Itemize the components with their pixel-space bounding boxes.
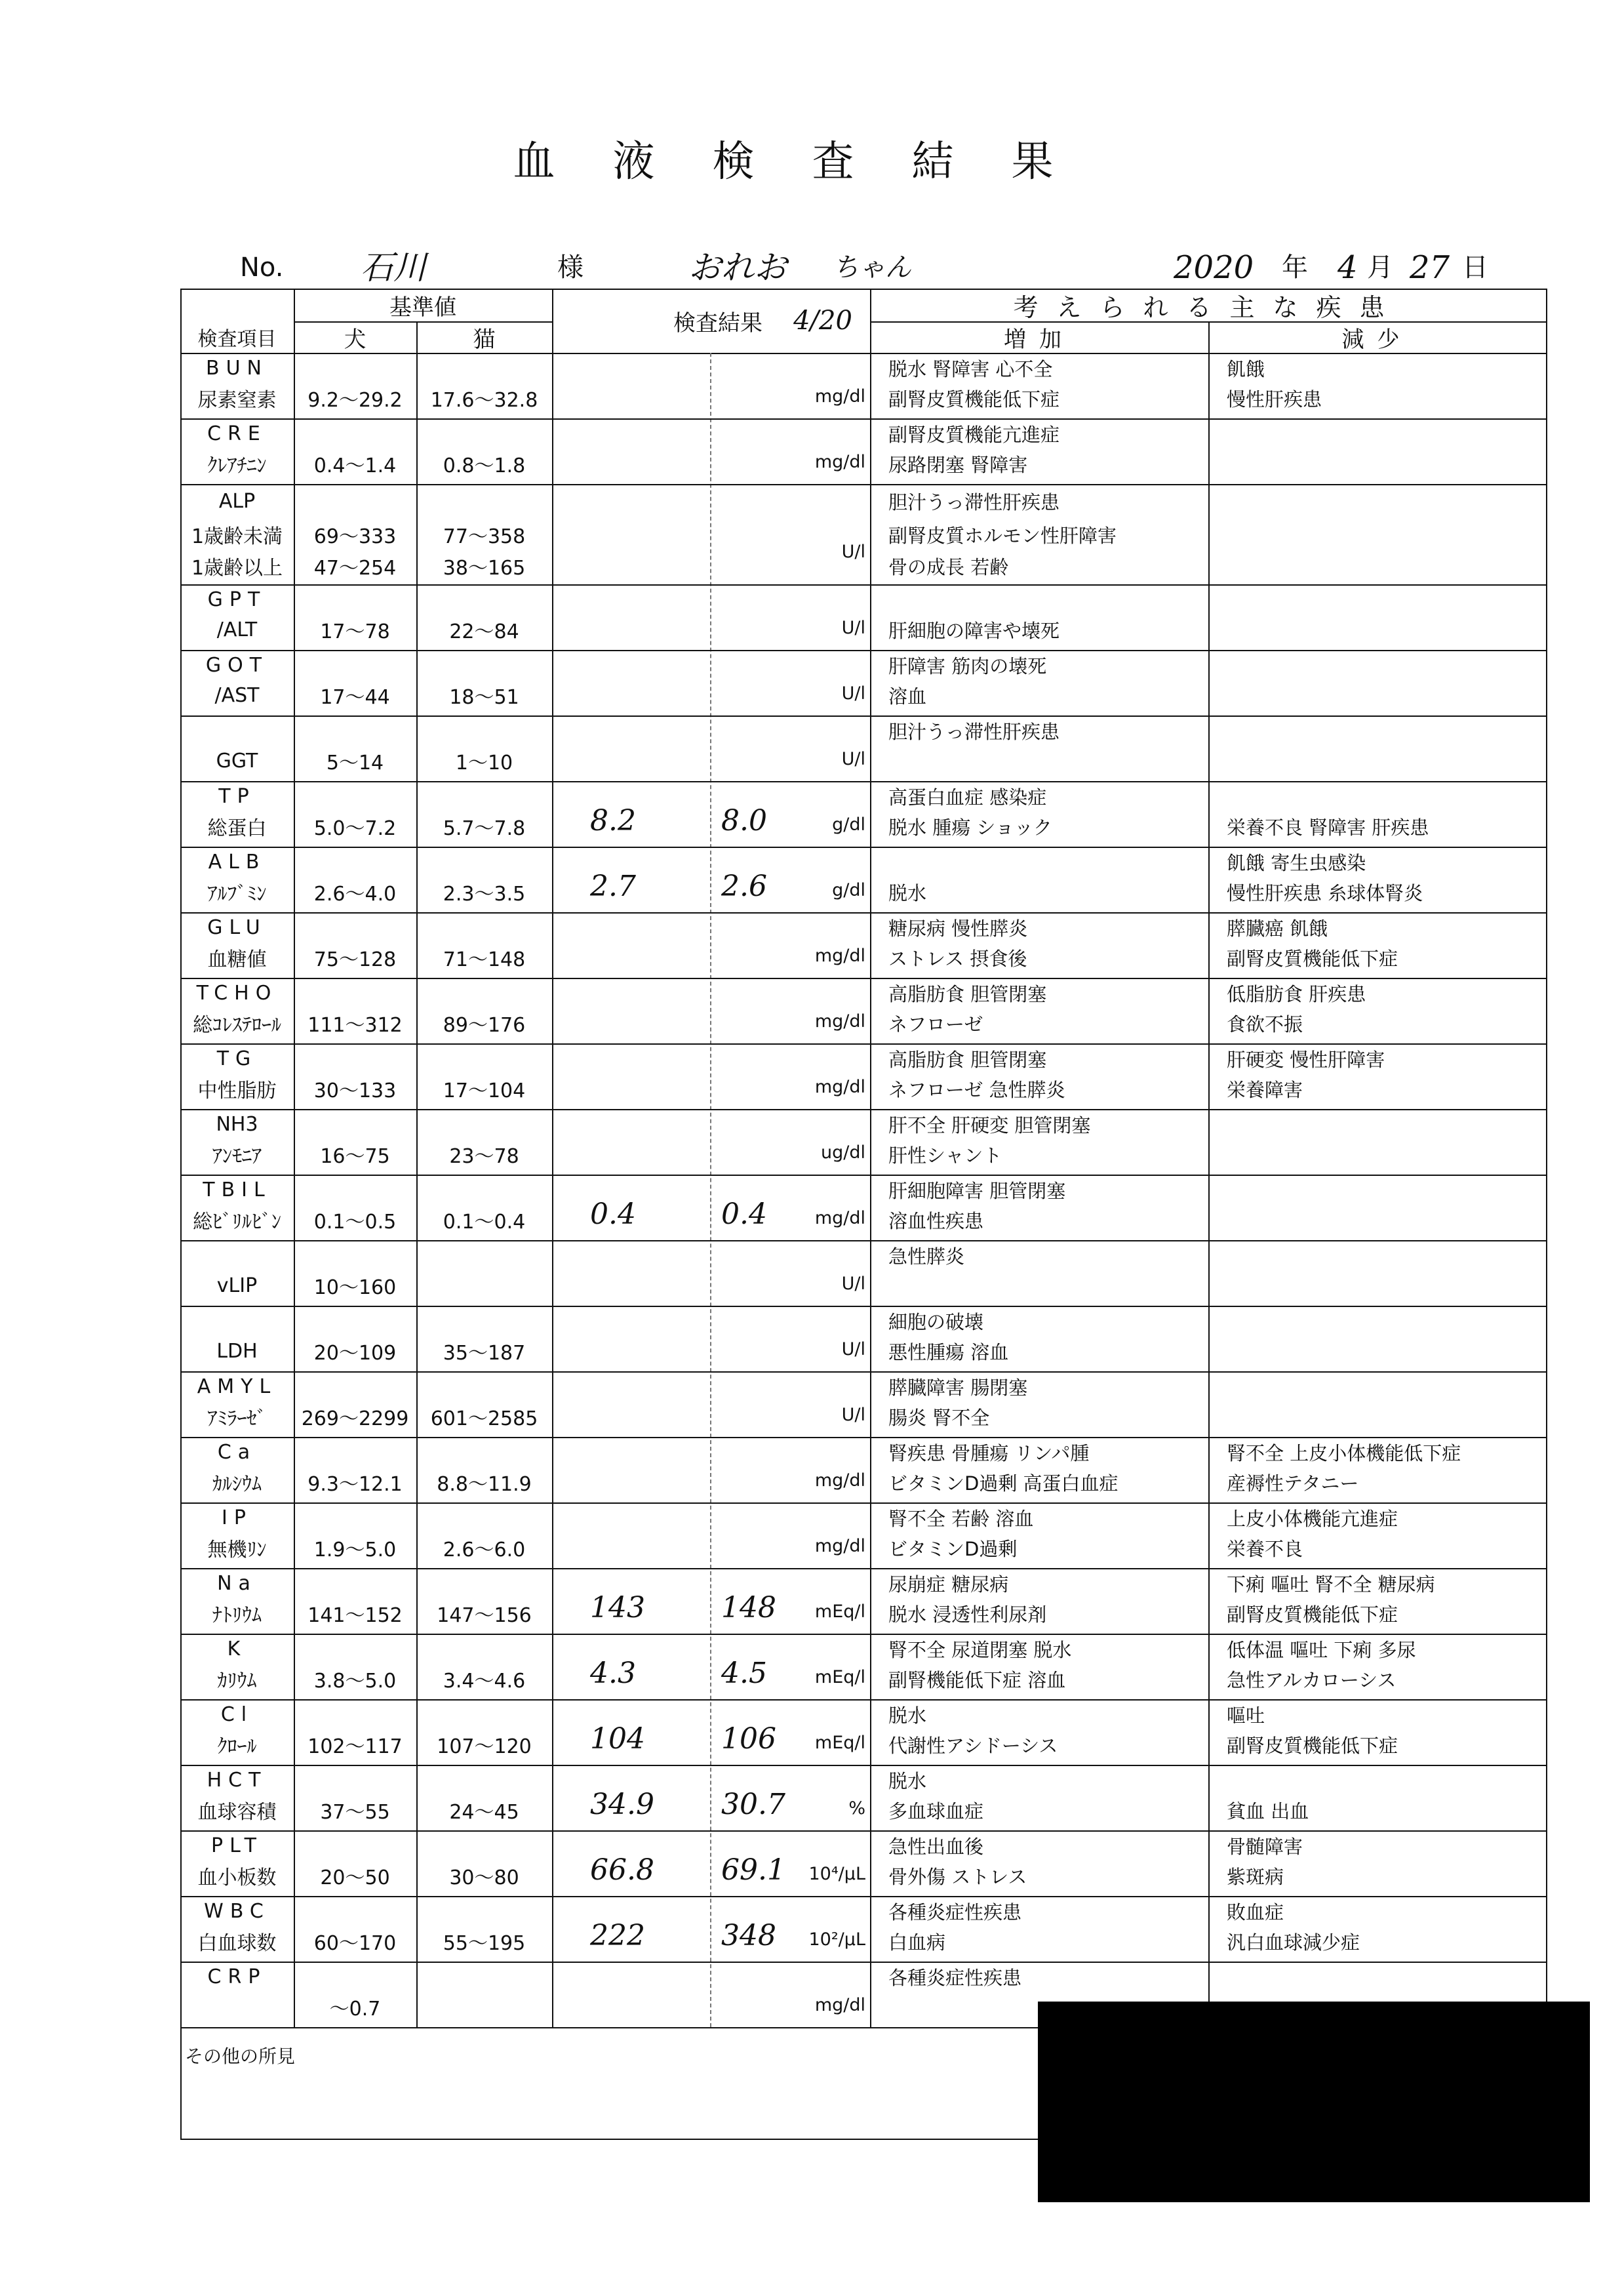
increase-causes: 急性出血後 <box>888 1836 984 1858</box>
decrease-causes: 栄養不良 <box>1227 1538 1303 1560</box>
ref-range-dog: 60～170 <box>313 1932 397 1954</box>
test-item-name: ｶﾘｳﾑ <box>217 1670 257 1692</box>
row-line <box>180 1437 1547 1438</box>
ref-range-cat: 0.1～0.4 <box>443 1211 526 1233</box>
ref-range-dog: 37～55 <box>320 1801 390 1823</box>
ref-range-dog: 141～152 <box>307 1604 403 1626</box>
increase-causes: 副腎皮質ホルモン性肝障害 <box>888 524 1117 547</box>
test-item-name: 総ﾋﾞﾘﾙﾋﾞﾝ <box>193 1211 281 1233</box>
result-date: 4/20 <box>793 306 852 336</box>
ref-range-dog: 5.0～7.2 <box>313 817 397 839</box>
ref-range-cat: 3.4～4.6 <box>443 1670 526 1692</box>
result-value-1: 104 <box>590 1722 645 1756</box>
test-item-name: /AST <box>214 683 260 707</box>
ref-range-dog: 5～14 <box>326 752 384 774</box>
row-line <box>180 1699 1547 1701</box>
test-item-name: ｸﾚｱﾁﾆﾝ <box>207 454 267 477</box>
increase-causes <box>888 586 1207 613</box>
increase-causes <box>888 849 1207 875</box>
col-header-decrease: 減少 <box>1341 326 1413 353</box>
result-unit: mg/dl <box>814 946 865 966</box>
col-header-diseases: 考えられる主な疾患 <box>1013 292 1403 321</box>
increase-causes: 膵臓障害 腸閉塞 <box>888 1377 1028 1399</box>
row-line <box>180 1043 1547 1045</box>
increase-causes: ストレス 摂食後 <box>888 948 1027 970</box>
ref-range-cat: 77～358 <box>443 525 526 548</box>
date-year: 2020 <box>1174 249 1254 286</box>
col-header-cat: 猫 <box>473 326 496 353</box>
col-line-result-divider <box>710 353 711 2027</box>
test-item-name: ｱﾐﾗｰｾﾞ <box>207 1407 267 1430</box>
col-line-result <box>552 289 553 2027</box>
ref-range-cat: 5.7～7.8 <box>443 817 526 839</box>
ref-range-dog: 16～75 <box>320 1145 390 1167</box>
decrease-causes: 飢餓 <box>1227 358 1265 380</box>
ref-range-dog: 0.4～1.4 <box>313 454 397 477</box>
test-item-name: ｶﾙｼｳﾑ <box>212 1473 262 1495</box>
honorific: 様 <box>557 252 584 283</box>
test-item-name: /ALT <box>216 618 258 641</box>
test-item-name: CRP <box>207 1965 267 1988</box>
ref-range-dog: 30～133 <box>313 1079 397 1102</box>
ref-range-dog: 111～312 <box>307 1014 403 1036</box>
pet-suffix: ちゃん <box>833 252 911 283</box>
col-header-reference: 基準値 <box>389 294 456 321</box>
ref-range-cat: 2.3～3.5 <box>443 883 526 905</box>
test-item-name: 総ｺﾚｽﾃﾛｰﾙ <box>193 1014 281 1036</box>
increase-causes: 脱水 浸透性利尿剤 <box>888 1603 1047 1626</box>
ref-range-cat: 35～187 <box>443 1342 526 1364</box>
decrease-causes <box>1227 783 1545 809</box>
test-item-name: TP <box>218 784 256 808</box>
increase-causes: 脱水 <box>888 882 927 904</box>
ref-range-dog: 9.2～29.2 <box>307 389 403 411</box>
test-item-name: TG <box>216 1047 258 1070</box>
test-item-name: GGT <box>216 749 258 773</box>
increase-causes: 各種炎症性疾患 <box>888 1967 1022 1989</box>
increase-causes: 骨の成長 若齢 <box>888 556 1009 579</box>
decrease-causes: 低脂肪食 肝疾患 <box>1227 983 1366 1005</box>
increase-causes: 溶血 <box>888 685 927 708</box>
row-line <box>180 1568 1547 1569</box>
increase-causes: 腎不全 若齢 溶血 <box>888 1508 1034 1530</box>
test-item-name: TBIL <box>203 1178 271 1201</box>
no-label: No. <box>240 252 284 283</box>
ref-range-cat: 22～84 <box>449 620 519 643</box>
decrease-causes: 飢餓 寄生虫感染 <box>1227 852 1366 874</box>
decrease-causes: 上皮小体機能亢進症 <box>1227 1508 1398 1530</box>
test-item-name: ALP <box>218 489 256 513</box>
ref-range-dog: 102～117 <box>307 1735 403 1758</box>
decrease-causes: 副腎皮質機能低下症 <box>1227 948 1398 970</box>
test-item-name: ｸﾛｰﾙ <box>217 1735 257 1758</box>
result-unit: mg/dl <box>814 452 865 472</box>
ref-range-cat: 1～10 <box>455 752 513 774</box>
decrease-causes: 栄養不良 腎障害 肝疾患 <box>1227 816 1429 839</box>
increase-causes: ビタミンD過剰 高蛋白血症 <box>888 1472 1119 1495</box>
increase-causes: 肝細胞の障害や壊死 <box>888 620 1060 642</box>
ref-range-cat: 601～2585 <box>430 1407 538 1430</box>
increase-causes: 細胞の破壊 <box>888 1311 984 1333</box>
result-unit: mg/dl <box>814 1011 865 1032</box>
ref-range-dog: 2.6～4.0 <box>313 883 397 905</box>
increase-causes: 各種炎症性疾患 <box>888 1901 1022 1923</box>
ref-range-dog: 69～333 <box>313 525 397 548</box>
test-item-name: TCHO <box>196 981 278 1005</box>
result-value-2: 348 <box>721 1919 776 1952</box>
test-item-name: 血糖値 <box>207 948 267 971</box>
increase-causes: 脱水 腫瘍 ショック <box>888 816 1052 839</box>
ref-range-cat: 17.6～32.8 <box>430 389 538 411</box>
decrease-causes: 紫斑病 <box>1227 1866 1284 1888</box>
test-item-name: CRE <box>207 422 267 445</box>
test-item-name: GOT <box>205 653 269 677</box>
table-border-right <box>1546 289 1547 2139</box>
test-item-name: 血小板数 <box>197 1866 277 1889</box>
result-unit: mg/dl <box>814 386 865 407</box>
test-item-name: Cl <box>220 1702 254 1726</box>
result-unit: U/l <box>841 683 865 704</box>
year-label: 年 <box>1282 252 1308 283</box>
result-unit: U/l <box>841 541 865 562</box>
increase-causes: 尿崩症 糖尿病 <box>888 1573 1009 1596</box>
ref-range-cat: 8.8～11.9 <box>437 1473 532 1495</box>
test-item-name <box>180 717 294 744</box>
result-unit: U/l <box>841 618 865 638</box>
test-item-name: 1歳齢以上 <box>191 557 283 580</box>
test-item-name: 白血球数 <box>197 1932 277 1954</box>
result-unit: mEq/l <box>814 1667 865 1687</box>
result-unit: mg/dl <box>814 1470 865 1491</box>
increase-causes: 骨外傷 ストレス <box>888 1866 1027 1888</box>
test-item-name: IP <box>222 1506 252 1529</box>
decrease-causes: 副腎皮質機能低下症 <box>1227 1735 1398 1757</box>
test-item-name: ALB <box>208 850 266 874</box>
result-value-1: 143 <box>590 1591 645 1624</box>
ref-range-cat: 24～45 <box>449 1801 519 1823</box>
decrease-causes: 慢性肝疾患 糸球体腎炎 <box>1227 882 1423 904</box>
result-value-2: 0.4 <box>721 1198 767 1231</box>
test-item-name: ｱﾝﾓﾆｱ <box>212 1145 262 1167</box>
increase-causes: 肝細胞障害 胆管閉塞 <box>888 1180 1066 1202</box>
row-line <box>180 1109 1547 1110</box>
result-value-1: 4.3 <box>590 1657 636 1690</box>
test-item-name: AMYL <box>197 1375 277 1398</box>
decrease-causes: 副腎皮質機能低下症 <box>1227 1603 1398 1626</box>
test-item-name: K <box>227 1637 247 1661</box>
result-value-1: 222 <box>590 1919 645 1952</box>
header-bottom-line <box>180 353 1547 354</box>
increase-causes: ネフローゼ <box>888 1013 983 1036</box>
increase-causes: 代謝性アシドーシス <box>888 1735 1058 1757</box>
row-line <box>180 1830 1547 1832</box>
result-value-2: 4.5 <box>721 1657 767 1690</box>
result-unit: g/dl <box>832 880 865 900</box>
test-item-name <box>180 1242 294 1268</box>
page-title: 血液検査結果 <box>513 138 1111 186</box>
result-unit: 10²/μL <box>808 1929 865 1950</box>
test-item-name: 血球容積 <box>197 1801 277 1823</box>
test-item-name: 総蛋白 <box>207 817 267 839</box>
increase-causes: 糖尿病 慢性膵炎 <box>888 917 1028 940</box>
result-value-1: 8.2 <box>590 804 636 837</box>
ref-range-dog: 9.3～12.1 <box>307 1473 403 1495</box>
row-line <box>180 650 1547 651</box>
test-item-name: ﾅﾄﾘｳﾑ <box>212 1604 262 1626</box>
decrease-causes: 肝硬変 慢性肝障害 <box>1227 1049 1385 1071</box>
ref-range-dog: 17～78 <box>320 620 390 643</box>
result-unit: g/dl <box>832 815 865 835</box>
result-value-2: 8.0 <box>721 804 767 837</box>
test-item-name: GLU <box>207 916 267 939</box>
result-unit: mg/dl <box>814 1536 865 1556</box>
row-line <box>180 1962 1547 1963</box>
test-item-name: 1歳齢未満 <box>191 525 283 548</box>
increase-causes: 高蛋白血症 感染症 <box>888 786 1047 809</box>
increase-causes: 急性膵炎 <box>888 1245 965 1268</box>
test-item-name: 無機ﾘﾝ <box>207 1539 267 1561</box>
result-unit: U/l <box>841 1339 865 1359</box>
result-value-2: 2.6 <box>721 870 767 903</box>
row-line <box>180 584 1547 586</box>
ref-range-cat: 17～104 <box>443 1079 526 1102</box>
ref-range-cat: 2.6～6.0 <box>443 1539 526 1561</box>
test-item-name: HCT <box>207 1768 267 1792</box>
ref-range-cat: 18～51 <box>449 686 519 708</box>
decrease-causes: 慢性肝疾患 <box>1227 388 1322 411</box>
result-unit: U/l <box>841 1274 865 1294</box>
row-line <box>180 781 1547 782</box>
date-month: 4 <box>1337 249 1358 286</box>
increase-causes: 多血球血症 <box>888 1800 984 1823</box>
decrease-causes: 産褥性テタニー <box>1227 1472 1359 1495</box>
decrease-causes: 食欲不振 <box>1227 1013 1303 1036</box>
result-value-1: 2.7 <box>590 870 636 903</box>
result-value-2: 148 <box>721 1591 776 1624</box>
increase-causes: ビタミンD過剰 <box>888 1538 1018 1560</box>
row-line <box>180 1634 1547 1635</box>
row-line <box>180 1896 1547 1897</box>
decrease-causes: 下痢 嘔吐 腎不全 糖尿病 <box>1227 1573 1435 1596</box>
test-item-name: PLT <box>211 1834 263 1857</box>
increase-causes: 肝障害 筋肉の壊死 <box>888 655 1047 677</box>
ref-range-cat: 107～120 <box>437 1735 532 1758</box>
ref-range-dog: 17～44 <box>320 686 390 708</box>
col-line-increase <box>870 289 871 2027</box>
row-line <box>180 484 1547 485</box>
ref-range-cat: 55～195 <box>443 1932 526 1954</box>
ref-range-cat <box>416 1994 552 2020</box>
ref-range-dog: 1.9～5.0 <box>313 1539 397 1561</box>
increase-causes: 溶血性疾患 <box>888 1210 984 1232</box>
increase-causes: 白血病 <box>888 1931 946 1954</box>
test-item-name: LDH <box>216 1339 258 1363</box>
row-line <box>180 1175 1547 1176</box>
ref-range-cat: 147～156 <box>437 1604 532 1626</box>
row-line <box>180 912 1547 914</box>
test-item-name: WBC <box>204 1899 270 1923</box>
decrease-causes: 貧血 出血 <box>1227 1800 1309 1823</box>
row-line <box>180 978 1547 979</box>
result-value-1: 0.4 <box>590 1198 636 1231</box>
increase-causes: 胆汁うっ滞性肝疾患 <box>888 721 1060 743</box>
increase-causes: 肝性シャント <box>888 1144 1002 1167</box>
test-item-name: Ca <box>217 1440 257 1464</box>
increase-causes: 高脂肪食 胆管閉塞 <box>888 983 1047 1005</box>
result-value-1: 66.8 <box>590 1853 654 1887</box>
ref-range-dog: ～0.7 <box>329 1998 381 2020</box>
row-line <box>180 1371 1547 1373</box>
result-unit: 10⁴/μL <box>808 1864 865 1884</box>
row-line <box>180 418 1547 420</box>
test-item-name: 中性脂肪 <box>197 1079 277 1102</box>
result-value-2: 69.1 <box>721 1853 785 1887</box>
ref-range-dog: 47～254 <box>313 557 397 580</box>
increase-causes: 副腎皮質機能低下症 <box>888 388 1060 411</box>
test-item-name <box>180 1994 294 2020</box>
increase-causes: 腸炎 腎不全 <box>888 1407 990 1429</box>
increase-causes: 肝不全 肝硬変 胆管閉塞 <box>888 1114 1091 1137</box>
result-unit: mg/dl <box>814 1208 865 1228</box>
increase-causes <box>888 1272 1207 1299</box>
result-unit: ug/dl <box>821 1142 865 1163</box>
month-label: 月 <box>1367 252 1393 283</box>
col-header-item: 検査項目 <box>197 328 277 351</box>
ref-range-dog: 3.8～5.0 <box>313 1670 397 1692</box>
decrease-causes: 低体温 嘔吐 下痢 多尿 <box>1227 1639 1416 1661</box>
ref-range-cat: 71～148 <box>443 948 526 971</box>
ref-range-cat: 89～176 <box>443 1014 526 1036</box>
row-line <box>180 1306 1547 1307</box>
ref-range-cat <box>416 1272 552 1299</box>
increase-causes: 脱水 <box>888 1704 927 1727</box>
test-item-name: 尿素窒素 <box>197 389 277 411</box>
decrease-causes: 汎白血球減少症 <box>1227 1931 1360 1954</box>
increase-causes <box>888 748 1207 774</box>
row-line <box>180 1765 1547 1766</box>
increase-causes: 副腎機能低下症 溶血 <box>888 1669 1066 1691</box>
row-line <box>180 1502 1547 1504</box>
col-header-dog: 犬 <box>344 326 366 353</box>
test-item-name: NH3 <box>216 1112 258 1136</box>
decrease-causes <box>1227 1767 1545 1793</box>
result-value-2: 106 <box>721 1722 776 1756</box>
test-item-name <box>180 1308 294 1334</box>
result-unit: mEq/l <box>814 1601 865 1622</box>
ref-range-cat: 23～78 <box>449 1145 519 1167</box>
decrease-causes: 腎不全 上皮小体機能低下症 <box>1227 1442 1461 1464</box>
ref-range-dog: 20～50 <box>320 1866 390 1889</box>
decrease-causes: 敗血症 <box>1227 1901 1284 1923</box>
increase-causes: 悪性腫瘍 溶血 <box>888 1341 1009 1363</box>
increase-causes: 高脂肪食 胆管閉塞 <box>888 1049 1047 1071</box>
decrease-causes: 急性アルカローシス <box>1227 1669 1396 1691</box>
increase-causes: 脱水 <box>888 1770 927 1792</box>
row-line <box>180 1240 1547 1241</box>
increase-causes: 副腎皮質機能亢進症 <box>888 424 1060 446</box>
test-item-name: vLIP <box>216 1274 258 1297</box>
ref-range-cat: 0.8～1.8 <box>443 454 526 477</box>
increase-causes: 脱水 腎障害 心不全 <box>888 358 1053 380</box>
decrease-causes: 膵臓癌 飢餓 <box>1227 917 1328 940</box>
ref-range-cat: 38～165 <box>443 557 526 580</box>
result-unit: mg/dl <box>814 1077 865 1097</box>
result-unit: % <box>848 1798 865 1819</box>
ref-range-dog: 75～128 <box>313 948 397 971</box>
increase-causes: 腎疾患 骨腫瘍 リンパ腫 <box>888 1442 1090 1464</box>
increase-causes: 胆汁うっ滞性肝疾患 <box>888 491 1060 514</box>
test-item-name: Na <box>217 1571 257 1595</box>
result-value-1: 34.9 <box>590 1788 654 1821</box>
result-unit: mg/dl <box>814 1995 865 2015</box>
pet-name: おれお <box>688 249 787 287</box>
ref-range-dog: 10～160 <box>313 1276 397 1299</box>
ref-range-dog: 269～2299 <box>301 1407 409 1430</box>
day-label: 日 <box>1462 252 1488 283</box>
test-item-name: BUN <box>206 356 268 380</box>
result-unit: mEq/l <box>814 1733 865 1753</box>
result-unit: U/l <box>841 749 865 769</box>
ref-range-dog: 20～109 <box>313 1342 397 1364</box>
ref-range-cat: 30～80 <box>449 1866 519 1889</box>
date-day: 27 <box>1410 249 1450 286</box>
decrease-causes: 骨髄障害 <box>1227 1836 1303 1858</box>
increase-causes: 尿路閉塞 腎障害 <box>888 454 1028 476</box>
decrease-causes: 栄養障害 <box>1227 1079 1303 1101</box>
row-line <box>180 715 1547 717</box>
test-item-name: ｱﾙﾌﾞﾐﾝ <box>207 883 267 905</box>
ref-range-dog: 0.1～0.5 <box>313 1211 397 1233</box>
col-header-result: 検査結果 <box>673 310 762 336</box>
increase-causes: 腎不全 尿道閉塞 脱水 <box>888 1639 1072 1661</box>
col-header-increase: 増加 <box>1004 326 1075 353</box>
decrease-causes: 嘔吐 <box>1227 1704 1265 1727</box>
redaction-block <box>1038 2002 1590 2202</box>
other-findings-label: その他の所見 <box>185 2045 296 2067</box>
result-unit: U/l <box>841 1405 865 1425</box>
test-item-name: GPT <box>207 588 267 611</box>
result-value-2: 30.7 <box>721 1788 785 1821</box>
row-line <box>180 847 1547 848</box>
owner-name: 石川 <box>361 249 426 287</box>
increase-causes: ネフローゼ 急性膵炎 <box>888 1079 1065 1101</box>
